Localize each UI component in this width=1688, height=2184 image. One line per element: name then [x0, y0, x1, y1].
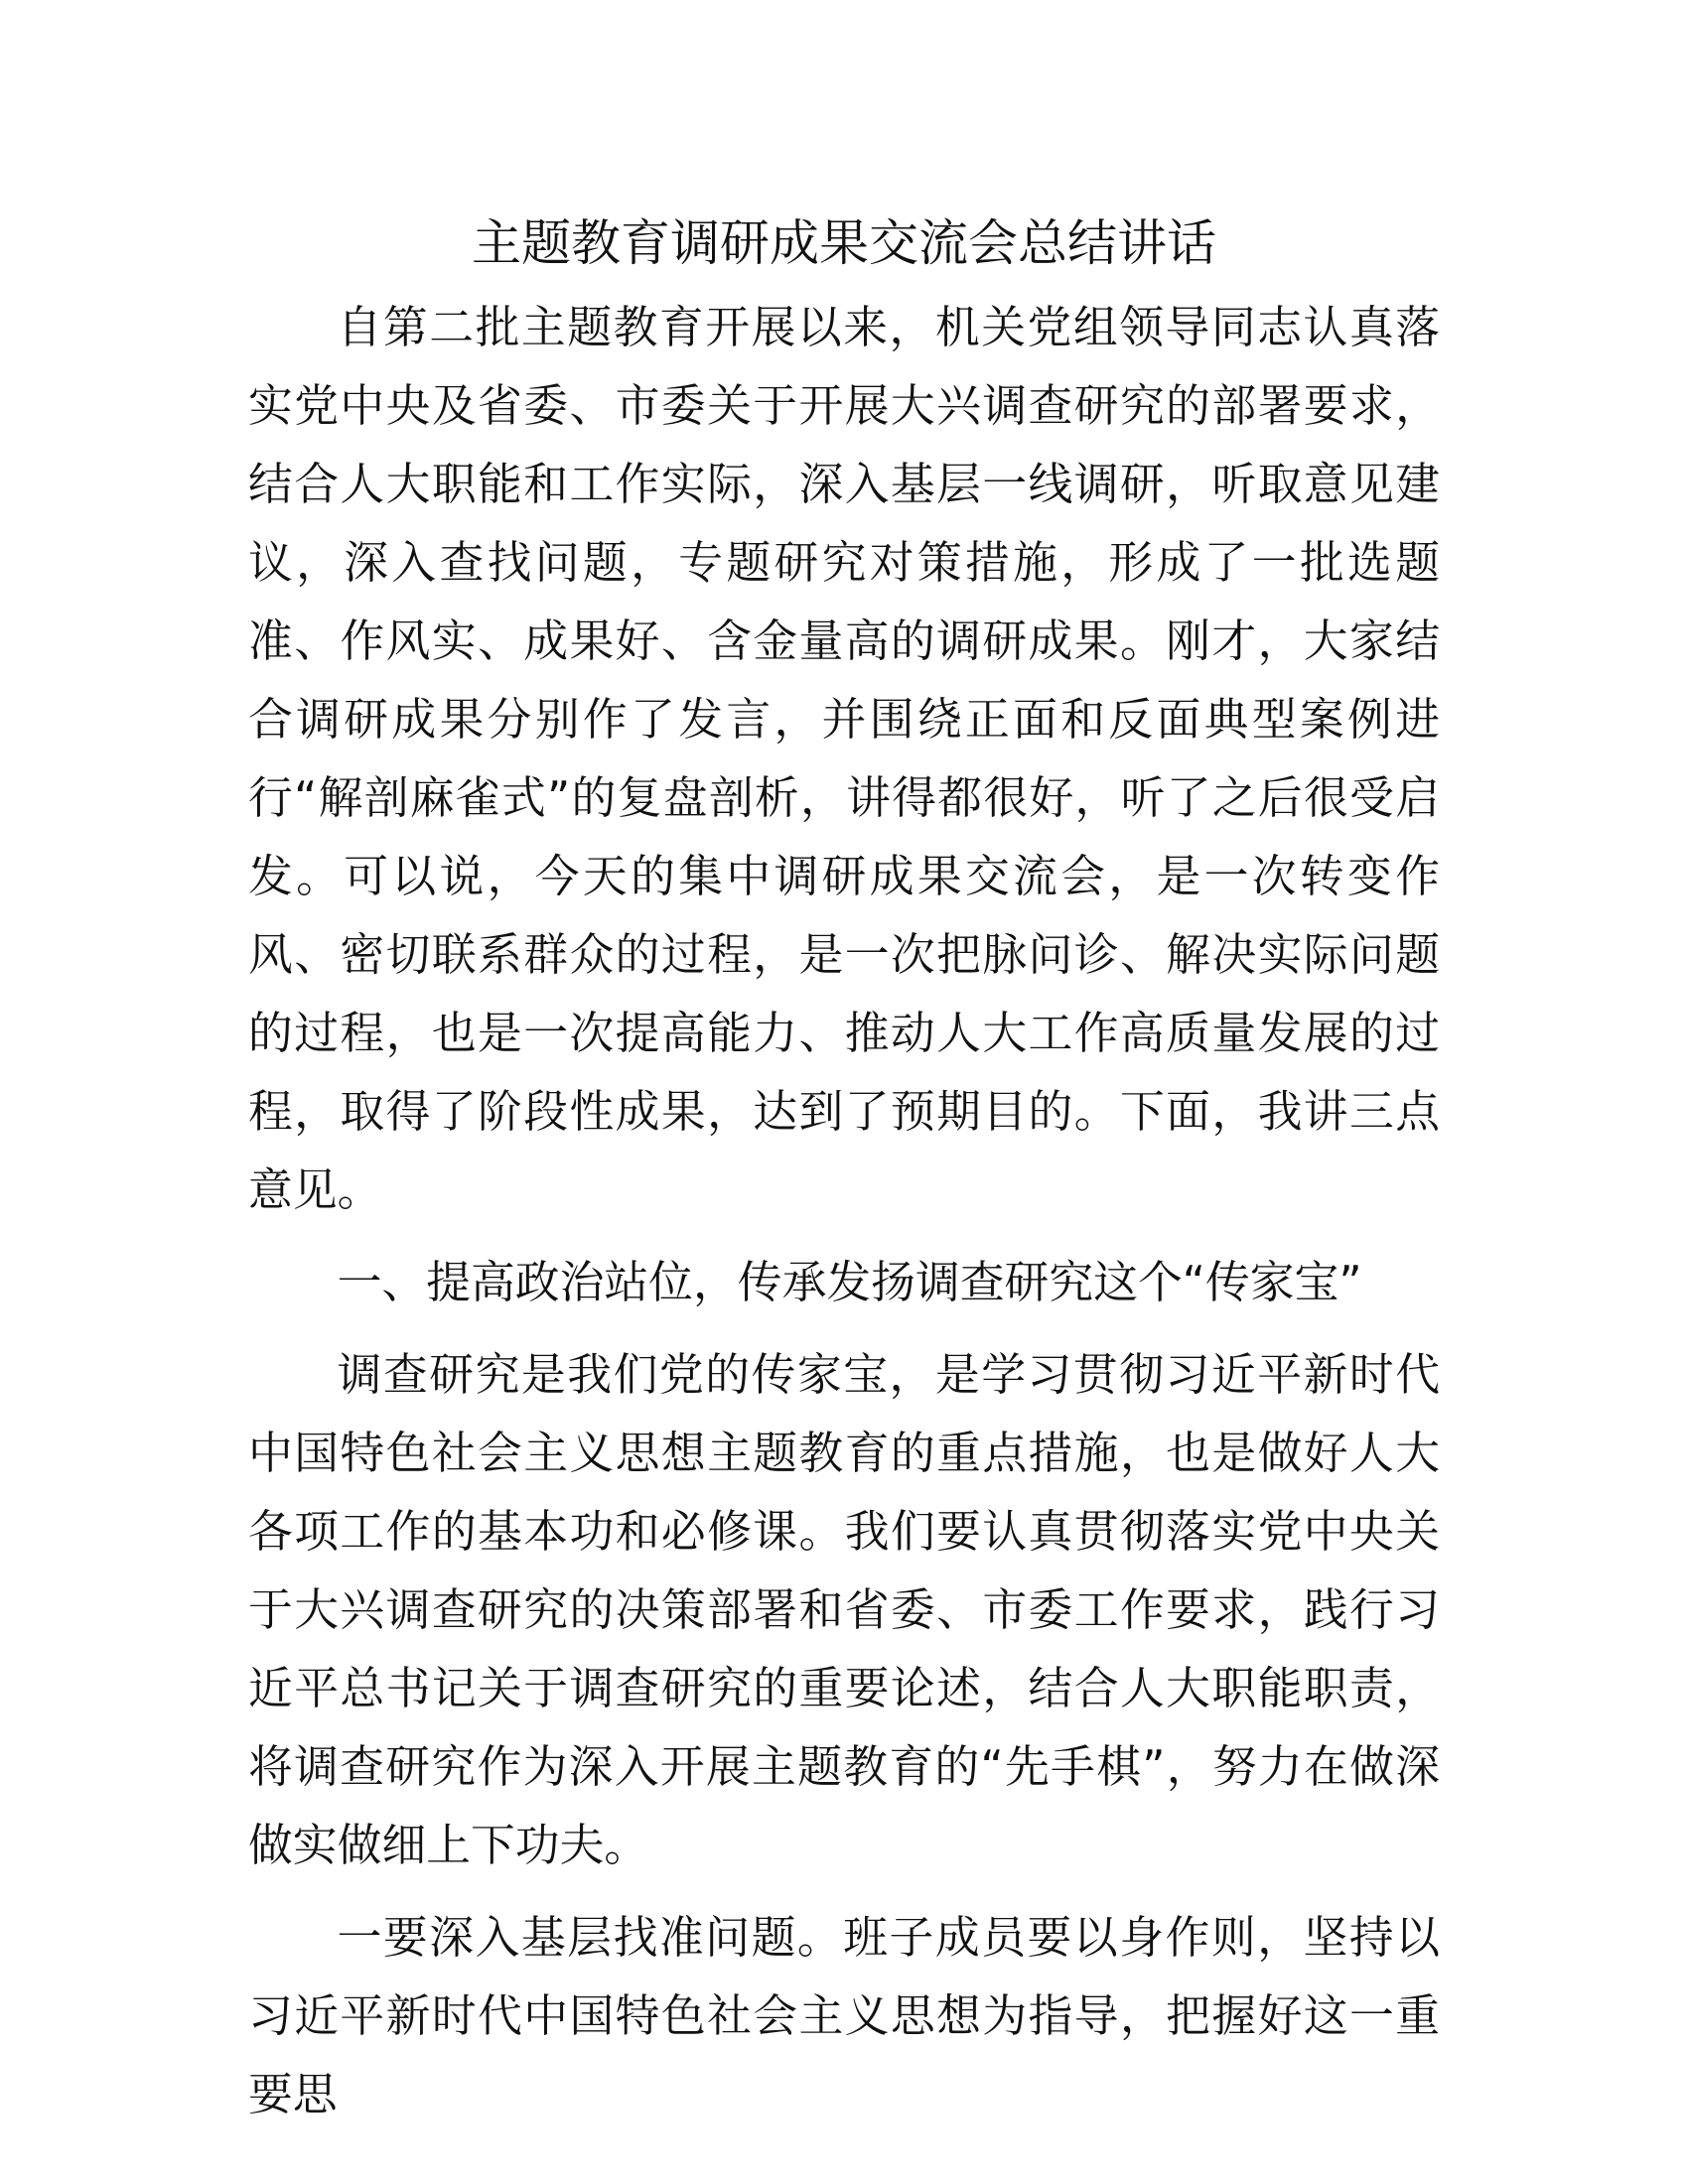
intro-paragraph: 自第二批主题教育开展以来，机关党组领导同志认真落实党中央及省委、市委关于开展大兴调查研究的部署要求，结合人大职能和工作实际，深入基层一线调研，听取意见建议，深入查找问题，专题研究对策措施，形成了一批选题准、作风实、成果好、含金量高的调研成果。刚才，大家结合调研成果分别作了发言，并围绕正面和反面典型案例进行“解剖麻雀式”的复盘剖析，讲得都很好，听了之后很受启发。可以说，今天的集中调研成果交流会，是一次转变作风、密切联系群众的过程，是一次把脉问诊、解决实际问题的过程，也是一次提高能力、推动人大工作高质量发展的过程，取得了阶段性成果，达到了预期目的。下面，我讲三点意见。	[248, 301, 1440, 1216]
document-title: 主题教育调研成果交流会总结讲话	[472, 214, 1216, 272]
section-heading-1: 一、提高政治站位，传承发扬调查研究这个“传家宝”	[337, 1256, 1362, 1308]
section-1-paragraph: 调查研究是我们党的传家宝，是学习贯彻习近平新时代中国特色社会主义思想主题教育的重点措施，也是做好人大各项工作的基本功和必修课。我们要认真贯彻落实党中央关于大兴调查研究的决策部署和省委、市委工作要求，践行习近平总书记关于调查研究的重要论述，结合人大职能职责，将调查研究作为深入开展主题教育的“先手棋”，努力在做深做实做细上下功夫。	[248, 1348, 1440, 1871]
section-1-point-1-paragraph: 一要深入基层找准问题。班子成员要以身作则，坚持以习近平新时代中国特色社会主义思想为指导，把握好这一重要思	[248, 1911, 1440, 2120]
document-body	[248, 199, 1440, 2133]
